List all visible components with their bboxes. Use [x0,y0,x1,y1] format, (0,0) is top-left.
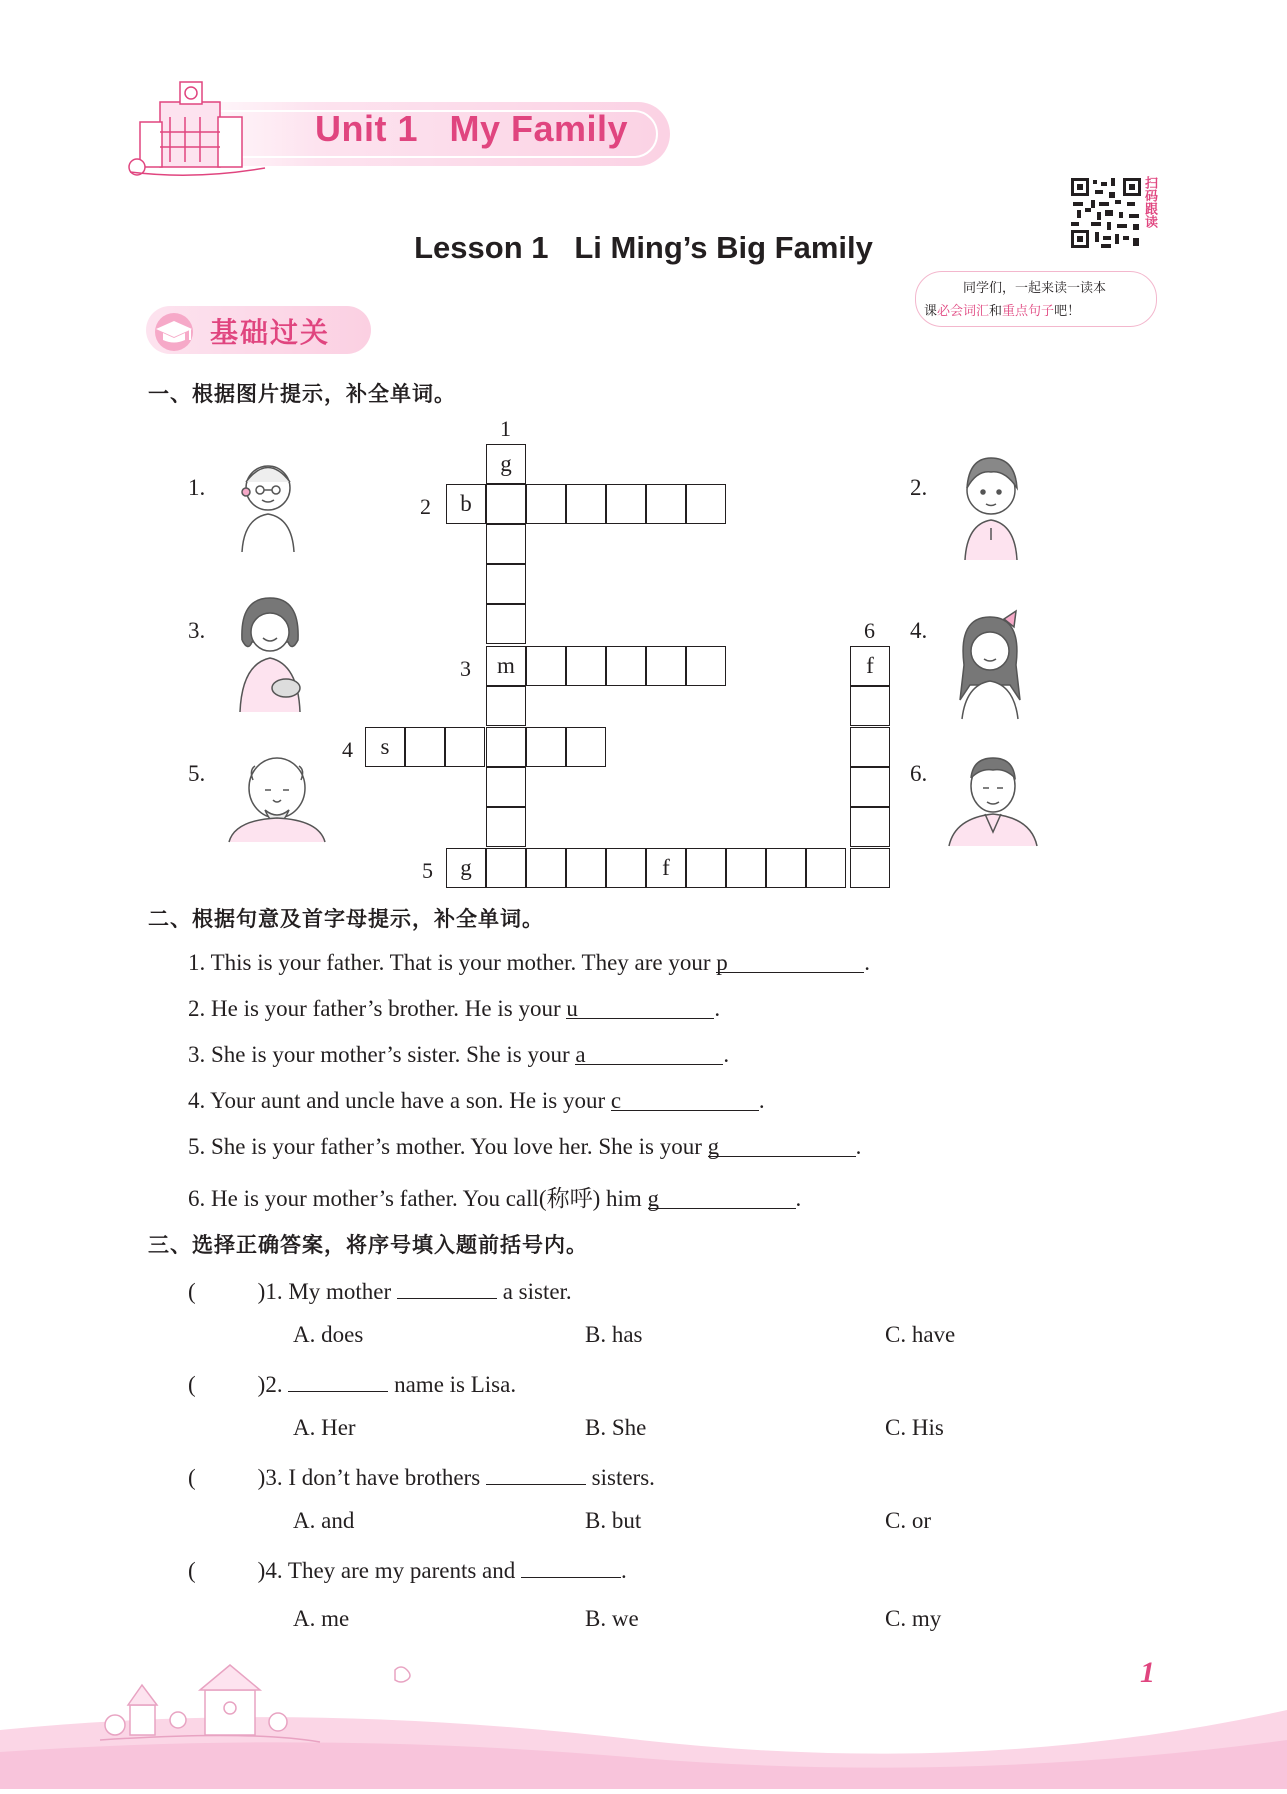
crossword-cell[interactable] [486,807,526,847]
crossword-cell[interactable] [646,646,686,686]
clue-number: 6 [864,618,875,643]
boy-icon [955,448,1027,573]
crossword-cell[interactable] [850,767,890,807]
crossword-cell[interactable] [850,848,890,888]
answer-blank[interactable]: g [648,1186,796,1209]
question-blank [486,1462,586,1485]
crossword-cell[interactable]: g [446,848,486,888]
crossword-cell[interactable] [486,686,526,726]
crossword-cell[interactable] [566,484,606,524]
part1-heading: 一、根据图片提示，补全单词。 [148,382,456,406]
crossword-cell[interactable] [566,848,606,888]
picture-number: 6. [910,761,928,786]
option-c[interactable]: C. have [885,1322,956,1347]
answer-blank[interactable]: p [716,950,864,973]
answer-blank[interactable]: u [566,996,714,1019]
picture-number: 4. [910,618,928,643]
picture-number: 2. [910,475,928,500]
reminder-line-1: 同学们，一起来读一读本 [963,281,1107,296]
crossword-cell[interactable]: m [486,646,526,686]
clue-number: 5 [422,858,433,883]
crossword-cell[interactable] [686,848,726,888]
crossword-cell[interactable] [526,727,566,767]
choice-question: ( )2. name is Lisa. [188,1369,516,1398]
fill-sentence: 1. This is your father. That is your mother. They are your p . [188,950,871,975]
picture-number: 1. [188,475,206,500]
option-c[interactable]: C. or [885,1508,931,1533]
crossword-cell[interactable] [526,848,566,888]
option-b[interactable]: B. has [585,1322,643,1347]
answer-blank[interactable]: c [611,1088,759,1111]
crossword-cell[interactable] [486,848,526,888]
picture-number: 3. [188,618,206,643]
fill-sentence: 2. He is your father’s brother. He is your u . [188,996,721,1021]
option-c[interactable]: C. His [885,1415,944,1440]
crossword-cell[interactable]: g [486,444,526,484]
option-b[interactable]: B. we [585,1606,639,1631]
fill-sentence: 5. She is your father’s mother. You love her. She is your g . [188,1134,862,1159]
option-a[interactable]: A. me [293,1606,350,1631]
crossword-cell[interactable] [486,727,526,767]
crossword-cell[interactable] [606,646,646,686]
fill-sentence: 4. Your aunt and uncle have a son. He is your c . [188,1088,765,1113]
unit-title: Unit 1 My Family [315,108,629,149]
answer-paren[interactable] [196,1463,258,1485]
crossword-cell[interactable] [486,564,526,604]
choice-question: ( )4. They are my parents and . [188,1555,627,1584]
lesson-title: Lesson 1 Li Ming’s Big Family [414,230,873,265]
option-b[interactable]: B. but [585,1508,642,1533]
girl-icon [950,605,1030,725]
crossword-cell[interactable] [486,604,526,644]
option-a[interactable]: A. does [293,1322,364,1347]
page-number: 1 [1140,1656,1155,1689]
school-building-icon [125,72,275,187]
choice-question: ( )1. My mother a sister. [188,1276,572,1305]
crossword-cell[interactable]: f [850,646,890,686]
crossword-cell[interactable]: b [446,484,486,524]
option-c[interactable]: C. my [885,1606,942,1631]
answer-paren[interactable] [196,1277,258,1299]
crossword-cell[interactable] [566,727,606,767]
clue-number: 1 [500,416,511,441]
crossword-cell[interactable] [766,848,806,888]
scan-label: 扫码跟读 [1142,176,1157,228]
crossword-cell[interactable] [850,807,890,847]
answer-paren[interactable] [196,1556,258,1578]
crossword-cell[interactable] [850,727,890,767]
grandmother-icon [232,448,304,558]
picture-number: 5. [188,761,206,786]
question-blank [288,1369,388,1392]
crossword-cell[interactable] [405,727,445,767]
fill-sentence: 6. He is your mother’s father. You call(称呼) him g . [188,1186,802,1211]
crossword-cell[interactable] [566,646,606,686]
reminder-line-2: 课必会词汇和重点句子吧！ [924,304,1081,319]
footer-decoration [0,1660,1287,1794]
crossword-cell[interactable] [486,767,526,807]
answer-blank[interactable]: g [708,1134,856,1157]
question-blank [521,1555,621,1578]
crossword-cell[interactable] [806,848,846,888]
answer-blank[interactable]: a [575,1042,723,1065]
clue-number: 3 [460,656,471,681]
graduation-cap-icon [150,312,198,357]
question-blank [397,1276,497,1299]
section-title: 基础过关 [210,316,331,349]
crossword-cell[interactable] [445,727,485,767]
grandfather-icon [225,752,329,849]
choice-question: ( )3. I don’t have brothers sisters. [188,1462,655,1491]
crossword-cell[interactable] [486,484,526,524]
crossword-cell[interactable] [486,524,526,564]
father-icon [945,748,1041,853]
crossword-cell[interactable] [686,484,726,524]
part3-heading: 三、选择正确答案，将序号填入题前括号内。 [148,1233,588,1257]
clue-number: 2 [420,494,431,519]
fill-sentence: 3. She is your mother’s sister. She is your a . [188,1042,730,1067]
option-a[interactable]: A. Her [293,1415,356,1440]
answer-paren[interactable] [196,1370,258,1392]
crossword-cell[interactable]: s [365,727,405,767]
crossword-cell[interactable] [646,484,686,524]
crossword-cell[interactable] [850,686,890,726]
crossword-cell[interactable] [526,484,566,524]
option-b[interactable]: B. She [585,1415,647,1440]
mother-icon [232,592,308,719]
qr-code-icon[interactable] [1071,178,1141,248]
crossword-cell[interactable]: f [646,848,686,888]
clue-number: 4 [342,737,353,762]
option-a[interactable]: A. and [293,1508,355,1533]
crossword-cell[interactable] [606,484,646,524]
crossword-cell[interactable] [686,646,726,686]
crossword-cell[interactable] [726,848,766,888]
crossword-cell[interactable] [526,646,566,686]
part2-heading: 二、根据句意及首字母提示，补全单词。 [148,907,544,931]
crossword-cell[interactable] [606,848,646,888]
